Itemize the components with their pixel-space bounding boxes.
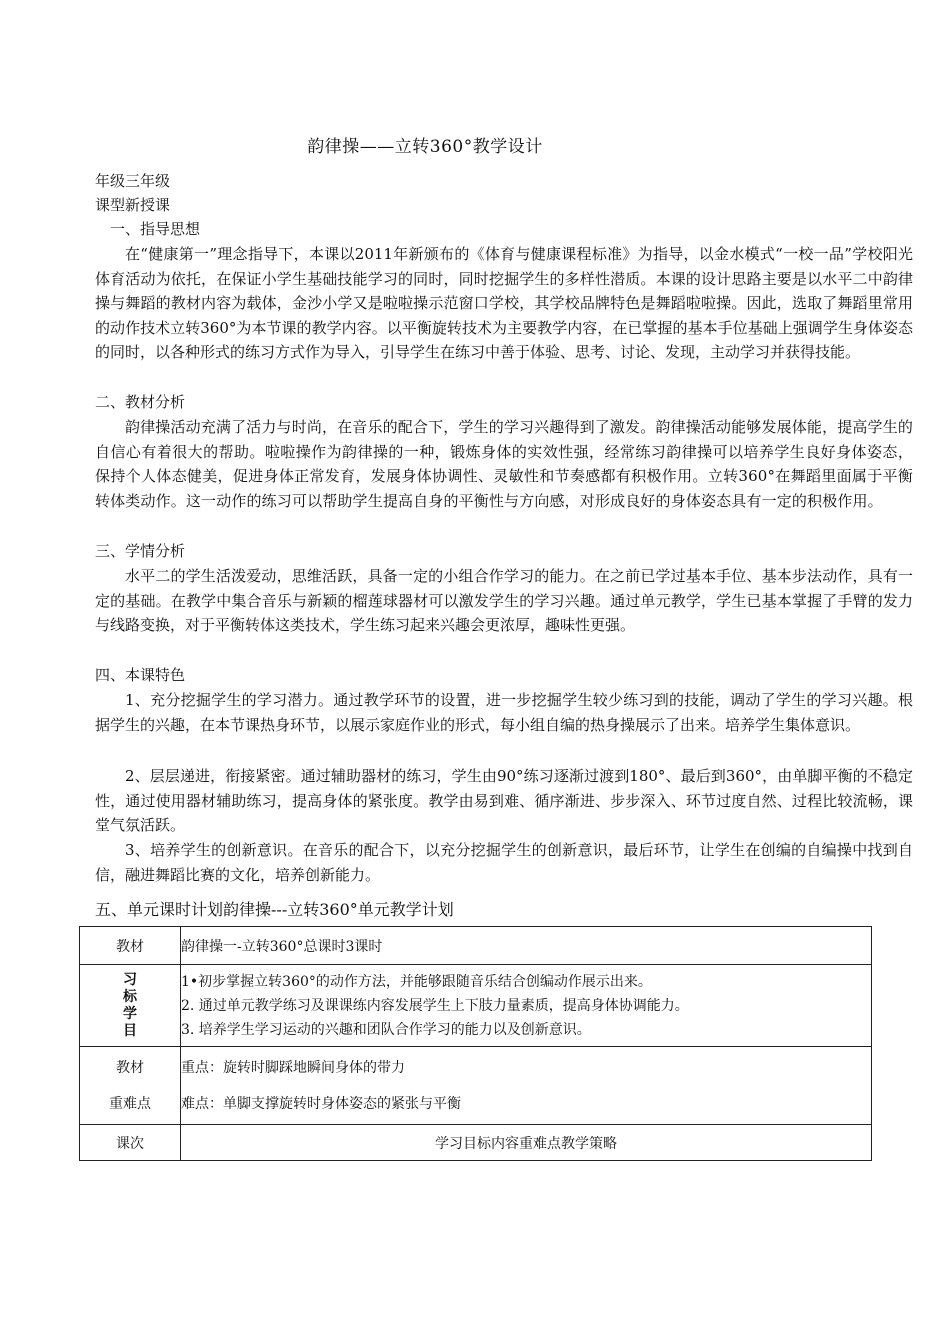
vertical-label (80, 972, 180, 1040)
table-header-columns: 学习目标内容重难点教学策略 (181, 1125, 872, 1161)
table-label-key-difficult (80, 1047, 181, 1125)
goal-item: 1•初步掌握立转360°的动作方法，并能够跟随音乐结合创编动作展示出来。 (181, 973, 652, 990)
vertical-label-char: 学 (123, 1005, 137, 1022)
goal-item: 3. 培养学生学习运动的兴趣和团队合作学习的能力以及创新意识。 (181, 1021, 591, 1038)
paragraph-student-analysis: 水平二的学生活泼爱动，思维活跃，具备一定的小组合作学习的能力。在之前已学过基本手位、基本步法动作，具有一定的基础。在教学中集合音乐与新颖的榴莲球器材可以激发学生的学习兴趣。通过单元教学，学生已基本掌握了手臂的发力与线路变换，对于平衡转体这类技术，学生练习起来兴趣会更浓厚，趣味性更强。 (95, 567, 913, 635)
vertical-label-char: 标 (123, 988, 137, 1005)
table-label-learning-goals (80, 965, 181, 1047)
section-heading-material-analysis: 二、教材分析 (95, 393, 186, 411)
table-row (80, 1047, 872, 1125)
section-heading-guiding-thought: 一、指导思想 (110, 220, 201, 238)
table-label-lesson-number: 课次 (80, 1125, 181, 1161)
table-label-material: 教材 (80, 927, 181, 965)
label-line: 重难点 (109, 1095, 151, 1112)
table-value-learning-goals (181, 965, 872, 1047)
section-heading-lesson-features: 四、本课特色 (95, 666, 186, 684)
key-point-text: 重点：旋转时脚踩地瞬间身体的带力 (181, 1059, 405, 1076)
section-heading-unit-plan: 五、单元课时计划韵律操---立转360°单元教学计划 (95, 900, 454, 919)
paragraph-feature-2: 2、层层递进，衔接紧密。通过辅助器材的练习，学生由90°练习逐渐过渡到180°、最后到360°，由单脚平衡的不稳定性，通过使用器材辅助练习，提高身体的紧张度。教学由易到难、循序渐进、步步深入、环节过度自然、过程比较流畅，课堂气氛活跃。 (95, 767, 913, 835)
paragraph-guiding-thought: 在“健康第一”理念指导下，本课以2011年新颁布的《体育与健康课程标准》为指导，以金水模式“一校一品”学校阳光体育活动为依托，在保证小学生基础技能学习的同时，同时挖掘学生的多样性潜质。本课的设计思路主要是以水平二中韵律操与舞蹈的教材内容为载体，金沙小学又是啦啦操示范窗口学校，其学校品牌特色是舞蹈啦啦操。因此，选取了舞蹈里常用的动作技术立转360°为本节课的教学内容。以平衡旋转技术为主要教学内容，在已掌握的基本手位基础上强调学生身体姿态的同时，以各种形式的练习方式作为导入，引导学生在练习中善于体验、思考、讨论、发现，主动学习并获得技能。 (95, 245, 913, 362)
goal-item: 2. 通过单元教学练习及课课练内容发展学生上下肢力量素质，提高身体协调能力。 (181, 997, 689, 1014)
paragraph-feature-1: 1、充分挖掘学生的学习潜力。通过教学环节的设置，进一步挖掘学生较少练习到的技能，调动了学生的学习兴趣。根据学生的兴趣，在本节课热身环节，以展示家庭作业的形式，每小组自编的热身操展示了出来。培养学生集体意识。 (95, 691, 913, 734)
paragraph-feature-3: 3、培养学生的创新意识。在音乐的配合下，以充分挖掘学生的创新意识，最后环节，让学生在创编的自编操中找到自信，融进舞蹈比赛的文化，培养创新能力。 (95, 841, 913, 884)
table-value-key-difficult (181, 1047, 872, 1125)
table-row (80, 1125, 872, 1161)
label-line: 教材 (116, 1059, 144, 1076)
grade-line: 年级三年级 (95, 172, 171, 190)
document-title: 韵律操——立转360°教学设计 (307, 137, 543, 157)
lesson-type-line: 课型新授课 (95, 196, 171, 214)
section-heading-student-analysis: 三、学情分析 (95, 542, 186, 560)
difficulty-text: 难点：单脚支撑旋转时身体姿态的紧张与平衡 (181, 1095, 461, 1112)
paragraph-material-analysis: 韵律操活动充满了活力与时尚，在音乐的配合下，学生的学习兴趣得到了激发。韵律操活动能够发展体能，提高学生的自信心有着很大的帮助。啦啦操作为韵律操的一种，锻炼身体的实效性强，经常练习韵律操可以培养学生良好身体姿态，保持个人体态健美，促进身体正常发育，发展身体协调性、灵敏性和节奏感都有积极作用。立转360°在舞蹈里面属于平衡转体类动作。这一动作的练习可以帮助学生提高自身的平衡性与方向感，对形成良好的身体姿态具有一定的积极作用。 (95, 418, 913, 510)
table-value-material: 韵律操一-立转360°总课时3课时 (181, 927, 872, 965)
unit-plan-table (79, 926, 872, 1161)
vertical-label-char: 习 (123, 971, 137, 988)
table-row (80, 965, 872, 1047)
table-row (80, 927, 872, 965)
vertical-label-char: 目 (123, 1022, 137, 1039)
